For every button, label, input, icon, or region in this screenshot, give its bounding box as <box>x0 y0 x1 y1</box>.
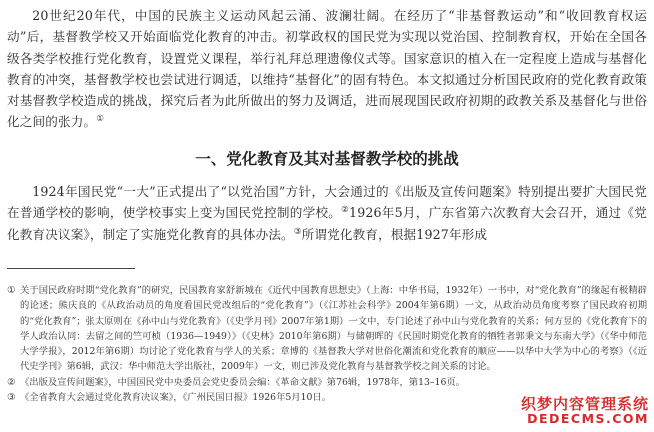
footnote-text: 《全省教育大会通过党化教育决议案》，《广州民国日报》1926年5月10日。 <box>20 392 332 404</box>
section-heading: 一、党化教育及其对基督教学校的挑战 <box>195 150 459 168</box>
footnote-ref-3[interactable]: ③ <box>293 226 302 237</box>
body-paragraph-intro <box>7 5 647 133</box>
watermark-text: 织梦内容管理系统 <box>520 395 649 413</box>
footnote-marker: ③ <box>7 392 16 404</box>
footnote-text: 《出版及宣传问题案》，中国国民党中央委员会党史委员会编：《革命文献》第76辑，1978年，第13–16页。 <box>20 376 465 388</box>
footnote-item <box>7 283 647 375</box>
footnote-text: 关于国民政府时期“党化教育”的研究，民国教育家舒新城在《近代中国教育思想史》（上海：中华书局，1932年）一书中，对“党化教育”的缘起有极精辟的论述；熊庆良的《从政治动员的角度看国民党改组后的“党化教育”》（《江苏社会科学》2004年第6期）一文，从政治动员角度考察了国民政府初期的“党化教育”；张太原则在《孙中山与党化教育》（《史学月刊》2007年第1期）一文中，专门论述了孙中山与党化教育的关系；何方昱的《党化教育下的学人政治认同：去留之间的竺可桢（1936—1949）》（《史林》2010年第6期）与储朝晖的《民国时期党化教育的牺牲者郭秉文与东南大学》（《华中师范大学学报》，2012年第6期）均讨论了党化教育与学人的关系；章博的《基督教大学对世俗化潮流和党化教育的顺应——以华中大学为中心的考察》（《近代史学刊》第6辑，武汉：华中师范大学出版社，2009年）一文，则已涉及党化教育与基督教学校之间关系的讨论。 <box>20 285 647 373</box>
paragraph-text-part-1: 1924年国民党“一大”正式提出了“以党治国”方针，大会通过的《出版及宣传问题案》特别提出要扩大国民党在普通学校的影响，使学校事实上变为国民党控制的学校。 <box>7 184 647 221</box>
footnote-ref-2[interactable]: ② <box>341 205 350 216</box>
footnote-divider <box>7 268 135 269</box>
paragraph-text-part-3: 所谓党化教育，根据1927年形成 <box>301 226 488 242</box>
watermark-url: DEDECMS.COM <box>527 411 649 426</box>
footnote-item <box>7 375 647 390</box>
watermark <box>481 393 649 427</box>
paragraph-text: 20世纪20年代，中国的民族主义运动风起云涌、波澜壮阔。在经历了“非基督教运动”和“收回教育权运动”后，基督教学校又开始面临党化教育的冲击。初掌政权的国民党为实现以党治国、控制教育权，开始在全国各级各类学校推行党化教育，设置党义课程，举行礼拜总理遗像仪式等。国家意识的植入在一定程度上造成与基督化教育的冲突，基督教学校也尝试进行调适，以维持“基督化”的固有特色。本文拟通过分析国民政府的党化教育政策对基督教学校造成的挑战，探究后者为此所做出的努力及调适，进而展现国民政府初期的政教关系及基督化与世俗化之间的张力。 <box>7 8 647 130</box>
paragraph-text-part-2: 1926年5月，广东省第六次教育大会召开，通过《党化教育决议案》，制定了实施党化教育的具体办法。 <box>7 205 648 242</box>
footnote-marker: ② <box>7 376 16 388</box>
body-paragraph-section-one <box>7 181 647 245</box>
footnote-marker: ① <box>7 285 16 296</box>
footnote-list <box>7 283 647 405</box>
footnote-ref-1[interactable]: ① <box>96 114 104 125</box>
